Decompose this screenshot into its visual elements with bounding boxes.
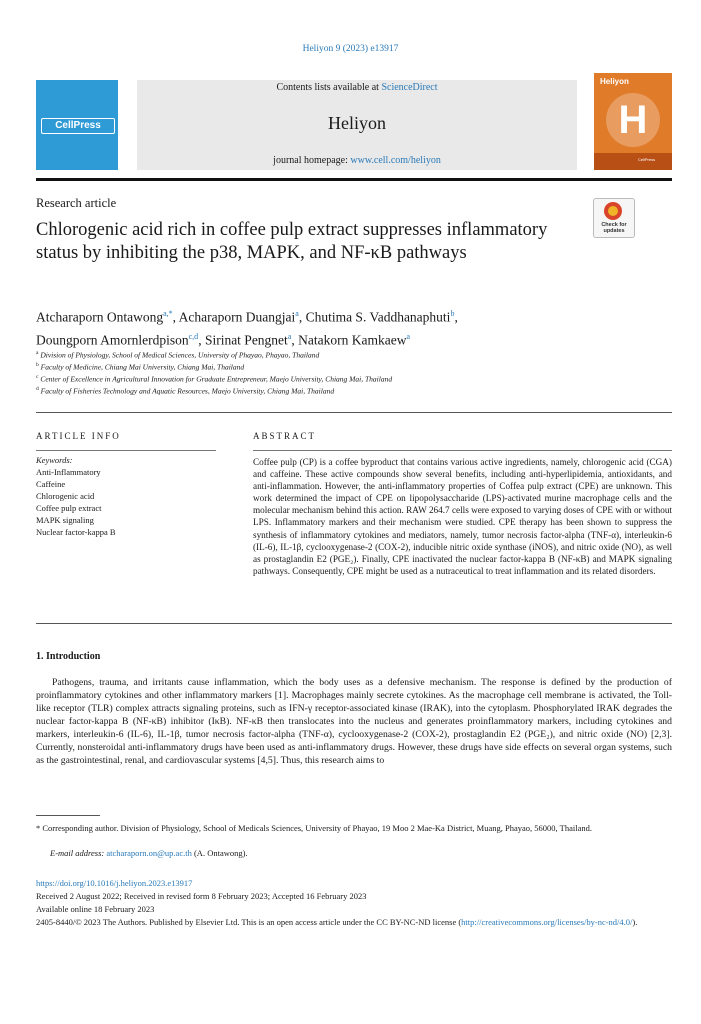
affiliation-text: Center of Excellence in Agricultural Innovation for Graduate Entrepreneur, Maejo University, Chiang Mai, Thailand — [40, 374, 393, 384]
available-online: Available online 18 February 2023 — [36, 904, 155, 914]
affiliation — [36, 386, 334, 396]
keyword: Anti-Inflammatory — [36, 467, 101, 477]
introduction-heading: 1. Introduction — [36, 651, 101, 662]
affiliation-key: b — [36, 362, 39, 368]
article-title: Chlorogenic acid rich in coffee pulp extract suppresses inflammatory status by inhibiting the p38, MAPK, and NF-κB pathways — [36, 220, 548, 263]
email-line — [50, 848, 248, 858]
keyword: Caffeine — [36, 479, 66, 489]
author-affiliation-link[interactable]: b — [450, 309, 455, 318]
author-affiliation-link[interactable]: c,d — [188, 331, 199, 341]
journal-cover-image[interactable] — [594, 73, 672, 170]
doi-link[interactable]: https://doi.org/10.1016/j.heliyon.2023.e13917 — [36, 878, 193, 888]
article-type: Research article — [36, 196, 117, 210]
author-affiliation-link[interactable]: a — [287, 331, 292, 341]
cover-title: Heliyon — [600, 77, 629, 86]
author-name: Sirinat Pengnet — [204, 332, 288, 347]
keywords-label: Keywords: — [36, 455, 73, 465]
affiliation-text: Division of Physiology, School of Medical Sciences, University of Phayao, Phayao, Thailand — [40, 350, 320, 360]
homepage-prefix: journal homepage: — [273, 155, 351, 166]
cover-publisher: CellPress — [638, 157, 656, 162]
journal-name: Heliyon — [328, 113, 386, 133]
author-separator: , — [454, 309, 458, 325]
abstract-divider — [253, 450, 672, 451]
email-link[interactable]: atcharaporn.on@up.ac.th — [106, 848, 192, 858]
license-statement — [36, 916, 672, 928]
cover-band — [594, 153, 672, 170]
affiliation-key: c — [36, 374, 39, 380]
received-dates: Received 2 August 2022; Received in revised form 8 February 2023; Accepted 16 February 2023 — [36, 891, 367, 901]
footnote-divider — [36, 815, 100, 816]
homepage-link[interactable]: www.cell.com/heliyon — [350, 155, 441, 166]
affiliation-key: a — [36, 350, 39, 356]
email-label: E-mail address: — [50, 848, 107, 858]
author-name: Natakorn Kamkaew — [298, 332, 407, 347]
license-link[interactable]: http://creativecommons.org/licenses/by-nc-nd/4.0/ — [461, 917, 633, 927]
keyword: Nuclear factor-kappa B — [36, 527, 116, 537]
homepage-line — [137, 155, 577, 166]
abstract-text: Coffee pulp (CP) is a coffee byproduct that contains various active ingredients, namely, chlorogenic acid (CGA) and caffeine. These active compounds show several benefits, including anti-hyperlipidemia, antioxidants, and anti-inflammation. However, the anti-inflammatory properties of Coffea pulp extract (CPE) are unknown. This work determined the impact of CPE on lipopolysaccharide (LPS)-activated murine macrophage cells and the molecular mechanism behind this action. RAW 264.7 cells were exposed to varying doses of CPE with or without LPS. Inflammatory markers and their mechanism were studied. CPE therapy has been shown to suppress the synthesis of inflammatory cytokines and mediators, namely, tumor necrosis factor-alpha (TNF-α), interleukin-6 (IL-6), IL-1β, cyclooxygenase-2 (COX-2), inducible nitric oxide synthase (iNOS), and nitric oxide (NO), as well as prostaglandin E2 (PGE₂). Finally, CPE inactivated the nuclear factor-kappa B (NF-κB) and MAPK signaling pathways. Consequently, CPE might be used as a nutraceutical to treat inflammation and its related disorders. — [253, 457, 672, 576]
author-separator: , — [298, 309, 306, 325]
affiliation — [36, 350, 319, 360]
author-name: Doungporn Amornlerdpison — [36, 332, 189, 347]
affiliation — [36, 362, 244, 372]
abstract-heading: ABSTRACT — [253, 431, 317, 441]
introduction-text: Pathogens, trauma, and irritants cause inflammation, which the body uses as a defensive mechanism. The response is defined by the production of proinflammatory cytokines and other inflammatory markers [1]. Macrophages mainly secrete cytokines. As the macrophage cell membrane is activated, the Toll-like receptor (TLR) complex attracts signaling proteins, such as IFN-γ receptor-associated kinase (IRAK), into the cytoplasm. Phosphorylated IRAK degrades the nuclear factor-kappa B (NF-κB) inhibitor (IκB). NF-κB then translocates into the nucleus and generates proinflammatory markers, including cytokines and markers, interleukin-6 (IL-6), IL-1β, tumor necrosis factor-alpha (TNF-α), cyclooxygenase-2 (COX-2), prostaglandin E2 (PGE₂), and nitric oxide (NO) [2,3]. Currently, nonsteroidal anti-inflammatory drugs have been used as anti-inflammatory drugs. However, these drugs have side effects on several organ systems, such as the gastrointestinal, renal, and cardiovascular systems [4,5]. Thus, this research aims to — [36, 677, 672, 767]
license-end: ). — [632, 917, 638, 927]
corresponding-author-note: * Corresponding author. Division of Physiology, School of Medicals Sciences, University of Phayao, 19 Moo 2 Mae-Ka District, Muang, Phayao, 56000, Thailand. — [36, 823, 592, 833]
author-name: Atcharaporn Ontawong — [36, 309, 164, 325]
author-name: Acharaporn Duangjai — [178, 309, 296, 325]
author-separator: , — [291, 332, 299, 347]
check-for-updates-label: Check for updates — [601, 222, 627, 234]
keyword: Coffee pulp extract — [36, 503, 102, 513]
author-affiliation-link[interactable]: a — [406, 331, 411, 341]
contents-line — [137, 82, 577, 93]
author-name: Chutima S. Vaddhanaphuti — [305, 309, 451, 325]
affiliation-key: d — [36, 386, 39, 392]
section-divider — [36, 412, 672, 413]
keyword: Chlorogenic acid — [36, 491, 95, 501]
cover-letter: H — [606, 93, 660, 147]
bookmark-icon-inner — [608, 206, 618, 216]
affiliation-text: Faculty of Medicine, Chiang Mai University, Chiang Mai, Thailand — [40, 362, 245, 372]
license-text: 2405-8440/© 2023 The Authors. Published by Elsevier Ltd. This is an open access article under the CC BY-NC-ND license ( — [36, 917, 462, 927]
author-affiliation-link[interactable]: a — [295, 309, 299, 318]
author-list — [36, 304, 656, 349]
author-affiliation-link[interactable]: a,* — [163, 309, 173, 318]
header-divider — [36, 178, 672, 181]
sciencedirect-link[interactable]: ScienceDirect — [381, 82, 438, 93]
section-divider — [36, 623, 672, 624]
keyword: MAPK signaling — [36, 515, 94, 525]
email-suffix: (A. Ontawong). — [191, 848, 248, 858]
cellpress-logo[interactable]: CellPress — [41, 118, 115, 134]
article-info-heading: ARTICLE INFO — [36, 431, 121, 441]
contents-prefix: Contents lists available at — [276, 82, 382, 93]
bookmark-icon — [604, 202, 622, 220]
check-for-updates-button[interactable] — [593, 198, 635, 238]
author-separator: , — [172, 309, 179, 325]
affiliation — [36, 374, 392, 384]
affiliation-text: Faculty of Fisheries Technology and Aquatic Resources, Maejo University, Chiang Mai, Thailand — [40, 386, 335, 396]
keywords-divider — [36, 450, 216, 451]
journal-reference[interactable]: Heliyon 9 (2023) e13917 — [302, 44, 399, 54]
author-separator: , — [198, 332, 205, 347]
